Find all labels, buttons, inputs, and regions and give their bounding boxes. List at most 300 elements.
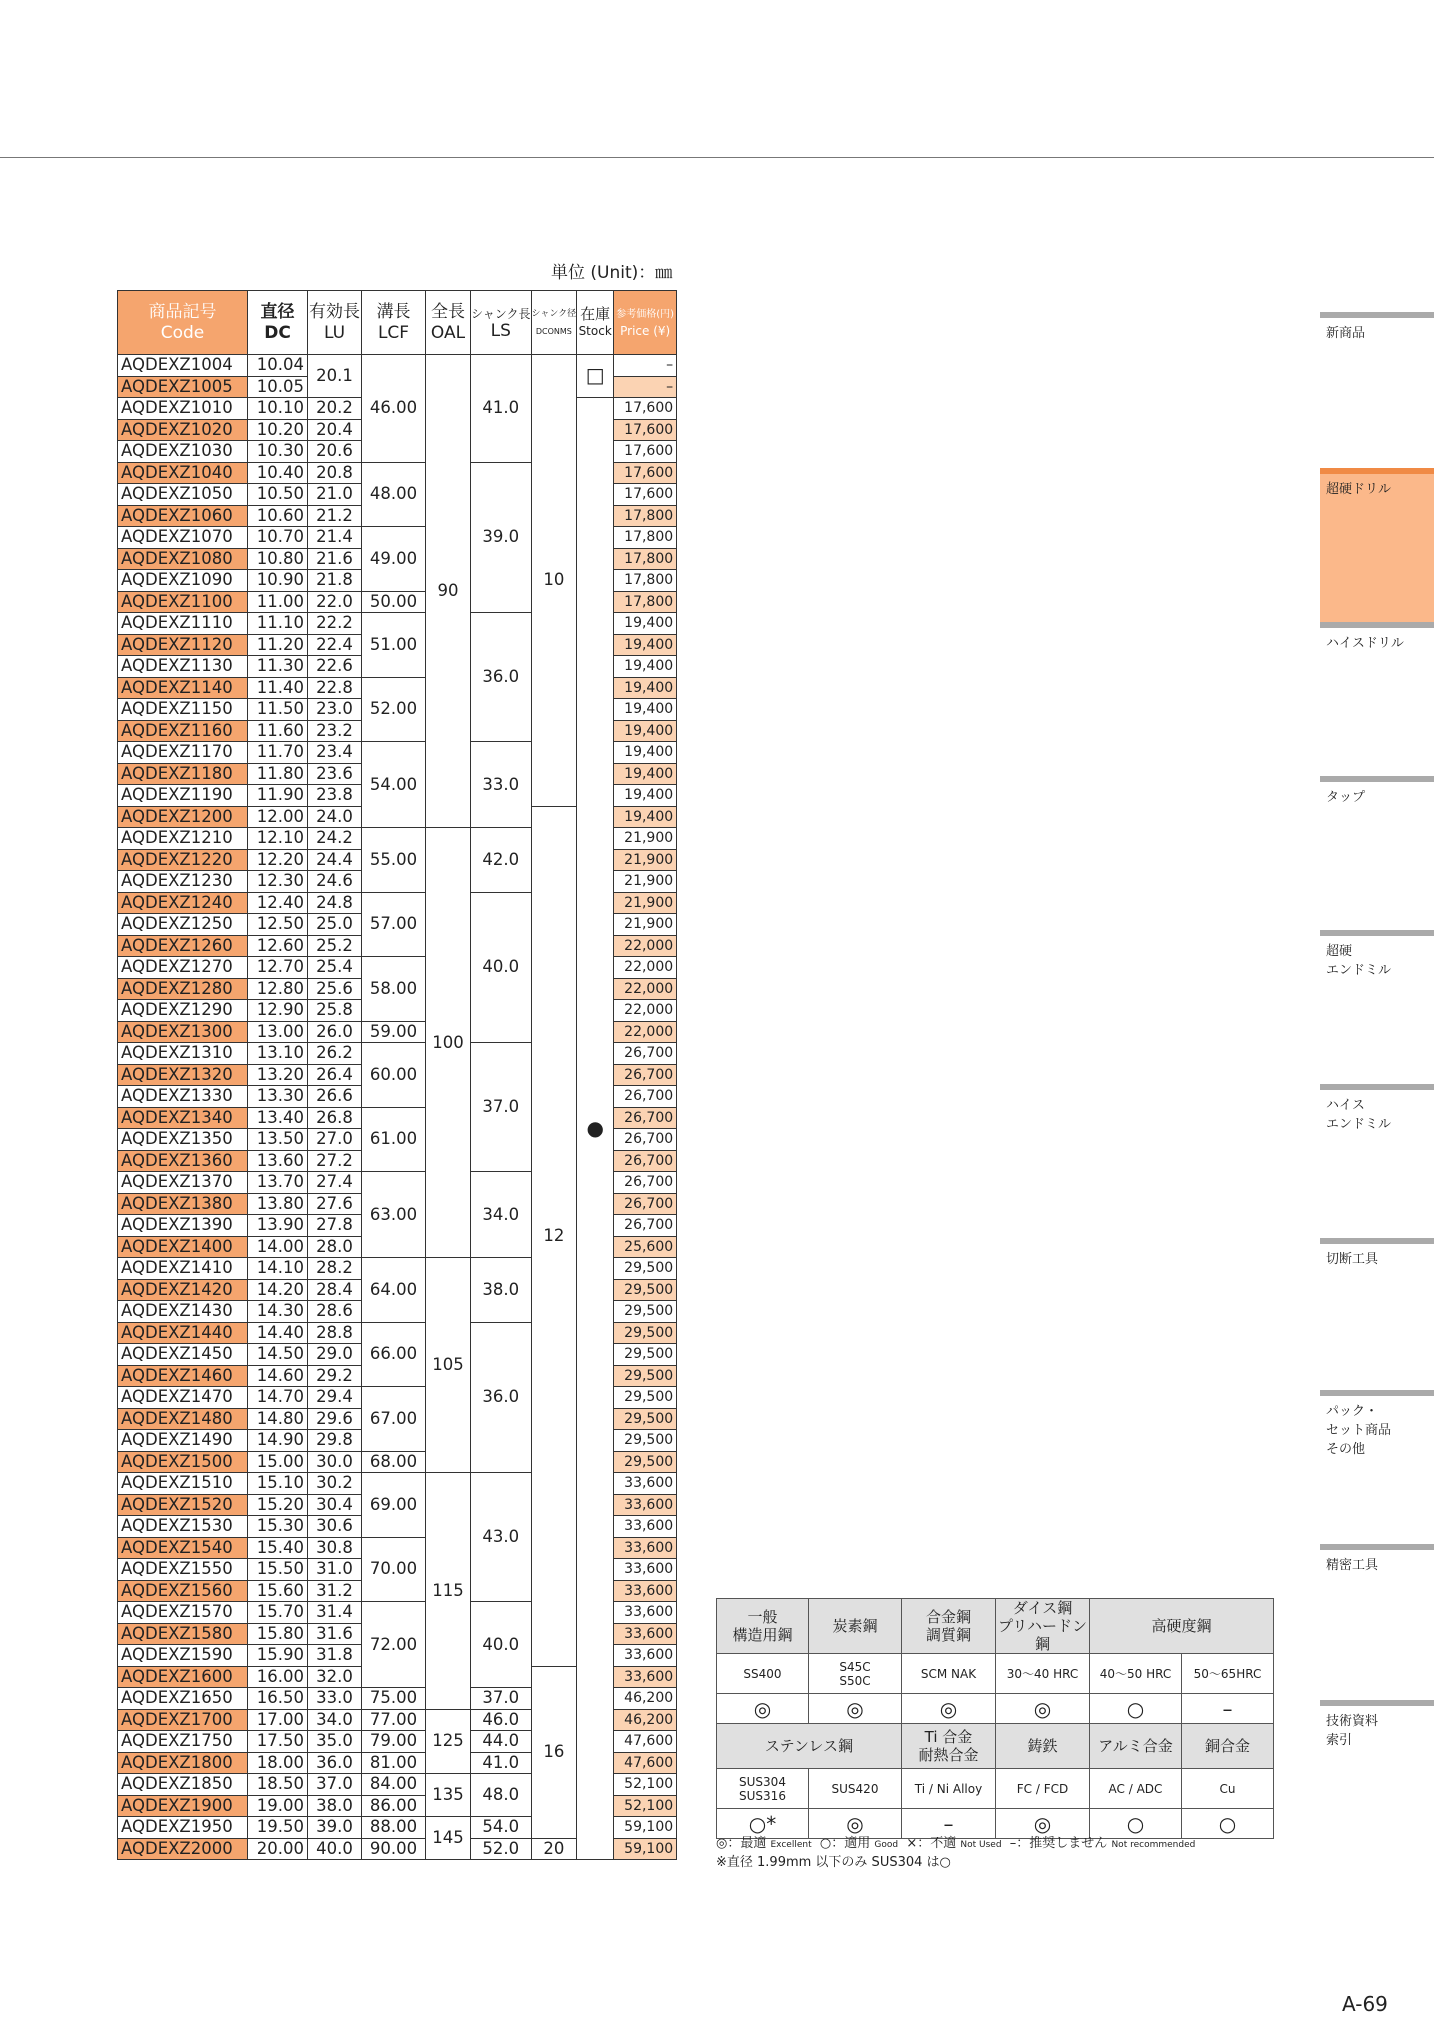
cell-lcf: 50.00 (362, 591, 426, 613)
sidebar-tab-label: 精密工具 (1326, 1558, 1379, 1573)
mark-40-50: ○ (1090, 1694, 1182, 1724)
cell-lu: 23.2 (308, 720, 362, 742)
cell-ls: 34.0 (471, 1172, 532, 1258)
mat-sub-40-50: 40～50 HRC (1090, 1654, 1182, 1694)
cell-price: 52,100 (614, 1774, 677, 1796)
cell-code: AQDEXZ1004 (118, 355, 248, 377)
cell-price: 46,200 (614, 1688, 677, 1710)
cell-oal: 115 (426, 1473, 471, 1710)
mat-copper: 銅合金 (1182, 1724, 1274, 1769)
cell-oal: 105 (426, 1258, 471, 1473)
cell-dc: 16.00 (248, 1666, 308, 1688)
sidebar-tab-label: ハイス エンドミル (1326, 1098, 1392, 1132)
cell-dc: 20.00 (248, 1838, 308, 1860)
cell-dc: 12.60 (248, 935, 308, 957)
cell-price: 29,500 (614, 1430, 677, 1452)
cell-code: AQDEXZ1280 (118, 978, 248, 1000)
cell-price: 29,500 (614, 1258, 677, 1280)
cell-lu: 26.8 (308, 1107, 362, 1129)
mark-30-40: ◎ (996, 1694, 1090, 1724)
cell-code: AQDEXZ1440 (118, 1322, 248, 1344)
cell-lu: 27.8 (308, 1215, 362, 1237)
cell-code: AQDEXZ1060 (118, 505, 248, 527)
cell-code: AQDEXZ1450 (118, 1344, 248, 1366)
cell-price: 26,700 (614, 1043, 677, 1065)
cell-code: AQDEXZ1380 (118, 1193, 248, 1215)
cell-price: 26,700 (614, 1215, 677, 1237)
mat-sub-tini: Ti / Ni Alloy (902, 1769, 996, 1809)
cell-code: AQDEXZ1530 (118, 1516, 248, 1538)
cell-code: AQDEXZ1800 (118, 1752, 248, 1774)
cell-code: AQDEXZ1100 (118, 591, 248, 613)
cell-code: AQDEXZ1240 (118, 892, 248, 914)
cell-ls: 48.0 (471, 1774, 532, 1817)
cell-lu: 31.6 (308, 1623, 362, 1645)
cell-lu: 24.0 (308, 806, 362, 828)
mark-s45c: ◎ (809, 1694, 902, 1724)
cell-code: AQDEXZ1290 (118, 1000, 248, 1022)
cell-ls: 40.0 (471, 1602, 532, 1688)
cell-dc: 14.40 (248, 1322, 308, 1344)
cell-code: AQDEXZ1300 (118, 1021, 248, 1043)
sidebar-tab[interactable] (1320, 930, 1434, 990)
cell-dc: 11.30 (248, 656, 308, 678)
cell-code: AQDEXZ1200 (118, 806, 248, 828)
cell-lu: 20.2 (308, 398, 362, 420)
cell-dc: 13.20 (248, 1064, 308, 1086)
cell-price: 17,600 (614, 462, 677, 484)
cell-dc: 16.50 (248, 1688, 308, 1710)
cell-ls: 41.0 (471, 1752, 532, 1774)
cell-ls: 40.0 (471, 892, 532, 1043)
cell-dc: 13.70 (248, 1172, 308, 1194)
cell-code: AQDEXZ1170 (118, 742, 248, 764)
sidebar-tab[interactable] (1320, 312, 1434, 352)
sidebar-tab-label: パック・ セット商品 その他 (1326, 1404, 1392, 1457)
cell-dc: 10.70 (248, 527, 308, 549)
cell-lu: 23.8 (308, 785, 362, 807)
cell-code: AQDEXZ1190 (118, 785, 248, 807)
cell-dc: 11.60 (248, 720, 308, 742)
cell-code: AQDEXZ1600 (118, 1666, 248, 1688)
cell-price: 33,600 (614, 1473, 677, 1495)
cell-ls: 37.0 (471, 1043, 532, 1172)
cell-lu: 30.4 (308, 1494, 362, 1516)
col-lcf: 溝長 LCF (362, 291, 426, 355)
cell-lcf: 69.00 (362, 1473, 426, 1538)
mark-ac: ○ (1090, 1809, 1182, 1839)
cell-code: AQDEXZ1510 (118, 1473, 248, 1495)
cell-lu: 25.2 (308, 935, 362, 957)
cell-lu: 24.8 (308, 892, 362, 914)
mat-die: ダイス鋼 プリハードン鋼 (996, 1599, 1090, 1654)
cell-dc: 12.30 (248, 871, 308, 893)
mark-fc: ◎ (996, 1809, 1090, 1839)
cell-dc: 14.30 (248, 1301, 308, 1323)
cell-code: AQDEXZ1520 (118, 1494, 248, 1516)
cell-code: AQDEXZ1230 (118, 871, 248, 893)
cell-dc: 14.20 (248, 1279, 308, 1301)
cell-oal: 145 (426, 1817, 471, 1860)
cell-price: 26,700 (614, 1172, 677, 1194)
cell-lu: 21.4 (308, 527, 362, 549)
mat-sub-sus304: SUS304 SUS316 (717, 1769, 809, 1809)
cell-oal: 125 (426, 1709, 471, 1774)
cell-ls: 52.0 (471, 1838, 532, 1860)
sidebar-tab-label: 新商品 (1326, 326, 1366, 341)
cell-lu: 25.6 (308, 978, 362, 1000)
cell-price: 46,200 (614, 1709, 677, 1731)
cell-lu: 28.4 (308, 1279, 362, 1301)
cell-lu: 30.2 (308, 1473, 362, 1495)
col-lu: 有効長 LU (308, 291, 362, 355)
cell-code: AQDEXZ1320 (118, 1064, 248, 1086)
cell-dc: 14.60 (248, 1365, 308, 1387)
mat-sub-scm: SCM NAK (902, 1654, 996, 1694)
cell-price: – (614, 355, 677, 377)
cell-lcf: 51.00 (362, 613, 426, 678)
cell-code: AQDEXZ1160 (118, 720, 248, 742)
cell-dc: 15.70 (248, 1602, 308, 1624)
sidebar-tab[interactable] (1320, 468, 1434, 628)
cell-lu: 25.8 (308, 1000, 362, 1022)
cell-code: AQDEXZ1140 (118, 677, 248, 699)
mark-50-65: – (1182, 1694, 1274, 1724)
cell-ls: 54.0 (471, 1817, 532, 1839)
cell-dc: 12.10 (248, 828, 308, 850)
cell-lu: 28.0 (308, 1236, 362, 1258)
cell-code: AQDEXZ1480 (118, 1408, 248, 1430)
mark-tini: – (902, 1809, 996, 1839)
cell-dc: 11.40 (248, 677, 308, 699)
cell-lu: 31.8 (308, 1645, 362, 1667)
cell-price: 29,500 (614, 1322, 677, 1344)
cell-price: 21,900 (614, 892, 677, 914)
cell-lu: 28.2 (308, 1258, 362, 1280)
cell-ls: 33.0 (471, 742, 532, 828)
cell-lu: 38.0 (308, 1795, 362, 1817)
sidebar-tab-label: 切断工具 (1326, 1252, 1379, 1267)
cell-ls: 36.0 (471, 1322, 532, 1473)
col-code: 商品記号 Code (118, 291, 248, 355)
cell-price: 33,600 (614, 1623, 677, 1645)
cell-price: 17,600 (614, 441, 677, 463)
cell-dc: 10.05 (248, 376, 308, 398)
cell-code: AQDEXZ1010 (118, 398, 248, 420)
cell-lu: 23.0 (308, 699, 362, 721)
cell-lcf: 68.00 (362, 1451, 426, 1473)
cell-lu: 23.6 (308, 763, 362, 785)
cell-dc: 10.90 (248, 570, 308, 592)
cell-dc: 14.00 (248, 1236, 308, 1258)
cell-code: AQDEXZ1580 (118, 1623, 248, 1645)
cell-code: AQDEXZ1005 (118, 376, 248, 398)
cell-code: AQDEXZ1330 (118, 1086, 248, 1108)
cell-price: 19,400 (614, 634, 677, 656)
cell-lu: 30.8 (308, 1537, 362, 1559)
cell-code: AQDEXZ1850 (118, 1774, 248, 1796)
cell-price: 19,400 (614, 763, 677, 785)
cell-lu: 32.0 (308, 1666, 362, 1688)
cell-price: 33,600 (614, 1516, 677, 1538)
cell-lu: 20.8 (308, 462, 362, 484)
cell-dc: 18.00 (248, 1752, 308, 1774)
cell-price: 33,600 (614, 1580, 677, 1602)
cell-dc: 15.90 (248, 1645, 308, 1667)
cell-code: AQDEXZ1270 (118, 957, 248, 979)
col-price: 参考価格(円) Price (¥) (614, 291, 677, 355)
page-number: A-69 (1342, 1992, 1388, 2016)
cell-lu: 29.4 (308, 1387, 362, 1409)
cell-code: AQDEXZ1430 (118, 1301, 248, 1323)
mat-sub-fc: FC / FCD (996, 1769, 1090, 1809)
cell-lu: 27.6 (308, 1193, 362, 1215)
cell-price: 17,600 (614, 484, 677, 506)
cell-lcf: 55.00 (362, 828, 426, 893)
cell-code: AQDEXZ1180 (118, 763, 248, 785)
cell-lu: 31.2 (308, 1580, 362, 1602)
cell-ls: 36.0 (471, 613, 532, 742)
cell-dc: 15.00 (248, 1451, 308, 1473)
cell-code: AQDEXZ1460 (118, 1365, 248, 1387)
mark-ss400: ◎ (717, 1694, 809, 1724)
cell-ls: 46.0 (471, 1709, 532, 1731)
cell-lu: 26.0 (308, 1021, 362, 1043)
cell-lu: 40.0 (308, 1838, 362, 1860)
cell-price: 29,500 (614, 1387, 677, 1409)
cell-dc: 10.80 (248, 548, 308, 570)
cell-lu: 22.8 (308, 677, 362, 699)
cell-oal: 90 (426, 355, 471, 828)
cell-dcon: 16 (531, 1666, 577, 1838)
in-stock-dot: ● (586, 1115, 604, 1140)
cell-price: 33,600 (614, 1666, 677, 1688)
cell-dc: 14.10 (248, 1258, 308, 1280)
mat-ti: Ti 合金 耐熱合金 (902, 1724, 996, 1769)
cell-price: 17,800 (614, 527, 677, 549)
cell-lcf: 67.00 (362, 1387, 426, 1452)
cell-dc: 15.60 (248, 1580, 308, 1602)
cell-ls: 39.0 (471, 462, 532, 613)
cell-dc: 11.00 (248, 591, 308, 613)
cell-price: 19,400 (614, 677, 677, 699)
top-rule (0, 157, 1434, 158)
cell-lu: 29.6 (308, 1408, 362, 1430)
no-stock-box: □ (585, 363, 605, 387)
mat-sub-ss400: SS400 (717, 1654, 809, 1694)
legend: ◎：最適 Excellent ○：適用 Good ×：不適 Not Used –：推奨しません Not recommended ※直径 1.99mm 以下のみ SUS304 は○ (716, 1836, 1196, 1870)
cell-code: AQDEXZ1410 (118, 1258, 248, 1280)
material-suitability-table (716, 1598, 1274, 1839)
cell-lu: 22.4 (308, 634, 362, 656)
cell-lu: 39.0 (308, 1817, 362, 1839)
cell-price: 29,500 (614, 1301, 677, 1323)
cell-code: AQDEXZ1350 (118, 1129, 248, 1151)
cell-lu: 22.2 (308, 613, 362, 635)
cell-price: 59,100 (614, 1838, 677, 1860)
cell-stock (577, 398, 614, 1860)
cell-dc: 12.50 (248, 914, 308, 936)
cell-code: AQDEXZ1540 (118, 1537, 248, 1559)
cell-price: 19,400 (614, 720, 677, 742)
cell-dc: 15.10 (248, 1473, 308, 1495)
col-dcon: シャンク径 DCONMS (531, 291, 577, 355)
cell-dc: 12.70 (248, 957, 308, 979)
cell-lcf: 60.00 (362, 1043, 426, 1108)
cell-code: AQDEXZ1750 (118, 1731, 248, 1753)
cell-lu: 36.0 (308, 1752, 362, 1774)
cell-price: 33,600 (614, 1602, 677, 1624)
cell-lu: 22.6 (308, 656, 362, 678)
cell-code: AQDEXZ1080 (118, 548, 248, 570)
cell-price: 21,900 (614, 914, 677, 936)
mat-sub-50-65: 50～65HRC (1182, 1654, 1274, 1694)
cell-price: 17,800 (614, 591, 677, 613)
mat-sub-30-40: 30～40 HRC (996, 1654, 1090, 1694)
cell-code: AQDEXZ1120 (118, 634, 248, 656)
cell-lcf: 70.00 (362, 1537, 426, 1602)
cell-price: 33,600 (614, 1494, 677, 1516)
cell-code: AQDEXZ1130 (118, 656, 248, 678)
sidebar-tab-label: ハイスドリル (1326, 636, 1404, 651)
cell-dc: 10.10 (248, 398, 308, 420)
cell-price: 33,600 (614, 1559, 677, 1581)
cell-code: AQDEXZ2000 (118, 1838, 248, 1860)
cell-lu: 26.2 (308, 1043, 362, 1065)
cell-price: 29,500 (614, 1279, 677, 1301)
cell-dc: 15.80 (248, 1623, 308, 1645)
cell-lcf: 52.00 (362, 677, 426, 742)
cell-lcf: 54.00 (362, 742, 426, 828)
legend-note: ※直径 1.99mm 以下のみ SUS304 は○ (716, 1855, 951, 1870)
cell-dc: 13.90 (248, 1215, 308, 1237)
cell-price: 21,900 (614, 828, 677, 850)
mark-sus304: ○* (717, 1809, 809, 1839)
cell-lu: 33.0 (308, 1688, 362, 1710)
cell-price: 47,600 (614, 1752, 677, 1774)
cell-lcf: 49.00 (362, 527, 426, 592)
cell-ls: 37.0 (471, 1688, 532, 1710)
cell-price: 59,100 (614, 1817, 677, 1839)
cell-dc: 12.20 (248, 849, 308, 871)
cell-lu: 25.0 (308, 914, 362, 936)
cell-lcf: 48.00 (362, 462, 426, 527)
cell-code: AQDEXZ1020 (118, 419, 248, 441)
cell-dc: 19.00 (248, 1795, 308, 1817)
cell-lu: 27.2 (308, 1150, 362, 1172)
table-header-row (118, 291, 677, 355)
col-ls: シャンク長 LS (471, 291, 532, 355)
cell-price: 33,600 (614, 1537, 677, 1559)
cell-code: AQDEXZ1400 (118, 1236, 248, 1258)
cell-lcf: 61.00 (362, 1107, 426, 1172)
cell-price: 26,700 (614, 1150, 677, 1172)
cell-price: 17,800 (614, 505, 677, 527)
cell-price: 26,700 (614, 1064, 677, 1086)
cell-dc: 10.40 (248, 462, 308, 484)
cell-price: 26,700 (614, 1107, 677, 1129)
cell-lu: 29.0 (308, 1344, 362, 1366)
cell-dc: 15.30 (248, 1516, 308, 1538)
cell-price: 26,700 (614, 1193, 677, 1215)
cell-price: – (614, 376, 677, 398)
cell-code: AQDEXZ1250 (118, 914, 248, 936)
cell-lcf: 88.00 (362, 1817, 426, 1839)
cell-lu: 31.4 (308, 1602, 362, 1624)
sidebar-tab[interactable] (1320, 622, 1434, 662)
cell-ls: 42.0 (471, 828, 532, 893)
cell-dc: 15.20 (248, 1494, 308, 1516)
cell-dc: 13.60 (248, 1150, 308, 1172)
cell-price: 19,400 (614, 806, 677, 828)
sidebar-tab-label: タップ (1326, 790, 1366, 805)
cell-lcf: 86.00 (362, 1795, 426, 1817)
cell-price: 19,400 (614, 613, 677, 635)
cell-lcf: 64.00 (362, 1258, 426, 1323)
cell-dc: 14.80 (248, 1408, 308, 1430)
cell-ls: 41.0 (471, 355, 532, 463)
mat-general: 一般 構造用鋼 (717, 1599, 809, 1654)
mat-sub-ac: AC / ADC (1090, 1769, 1182, 1809)
cell-dcon: 10 (531, 355, 577, 807)
sidebar-tab[interactable] (1320, 1390, 1434, 1470)
cell-dc: 12.40 (248, 892, 308, 914)
cell-price: 22,000 (614, 957, 677, 979)
cell-lu: 29.2 (308, 1365, 362, 1387)
cell-lu: 24.6 (308, 871, 362, 893)
cell-ls: 44.0 (471, 1731, 532, 1753)
cell-lcf: 81.00 (362, 1752, 426, 1774)
cell-lu: 24.4 (308, 849, 362, 871)
cell-lcf: 66.00 (362, 1322, 426, 1387)
cell-lu: 21.8 (308, 570, 362, 592)
mat-aluminum: アルミ合金 (1090, 1724, 1182, 1769)
cell-lu: 26.4 (308, 1064, 362, 1086)
cell-dc: 11.50 (248, 699, 308, 721)
cell-dc: 11.80 (248, 763, 308, 785)
cell-lcf: 63.00 (362, 1172, 426, 1258)
col-dc: 直径 DC (248, 291, 308, 355)
mat-stainless: ステンレス鋼 (717, 1724, 902, 1769)
cell-dc: 15.50 (248, 1559, 308, 1581)
cell-dc: 10.30 (248, 441, 308, 463)
cell-lu: 35.0 (308, 1731, 362, 1753)
drill-spec-table (117, 290, 677, 1860)
cell-code: AQDEXZ1040 (118, 462, 248, 484)
cell-dc: 13.40 (248, 1107, 308, 1129)
sidebar-tab-label: 超硬ドリル (1326, 482, 1392, 497)
cell-dcon: 20 (531, 1838, 577, 1860)
sidebar-tab[interactable] (1320, 1238, 1434, 1278)
cell-price: 17,800 (614, 570, 677, 592)
cell-lu: 27.0 (308, 1129, 362, 1151)
cell-price: 21,900 (614, 849, 677, 871)
cell-lcf: 84.00 (362, 1774, 426, 1796)
cell-dc: 17.50 (248, 1731, 308, 1753)
mat-alloy: 合金鋼 調質鋼 (902, 1599, 996, 1654)
sidebar-tab[interactable] (1320, 1700, 1434, 1760)
cell-lcf: 75.00 (362, 1688, 426, 1710)
cell-code: AQDEXZ1110 (118, 613, 248, 635)
sidebar-tab[interactable] (1320, 1084, 1434, 1144)
sidebar-tab[interactable] (1320, 1544, 1434, 1584)
cell-lcf: 46.00 (362, 355, 426, 463)
mat-hardened: 高硬度鋼 (1090, 1599, 1274, 1654)
table-row (118, 355, 677, 377)
sidebar-tab[interactable] (1320, 776, 1434, 816)
cell-dc: 14.70 (248, 1387, 308, 1409)
cell-code: AQDEXZ1070 (118, 527, 248, 549)
